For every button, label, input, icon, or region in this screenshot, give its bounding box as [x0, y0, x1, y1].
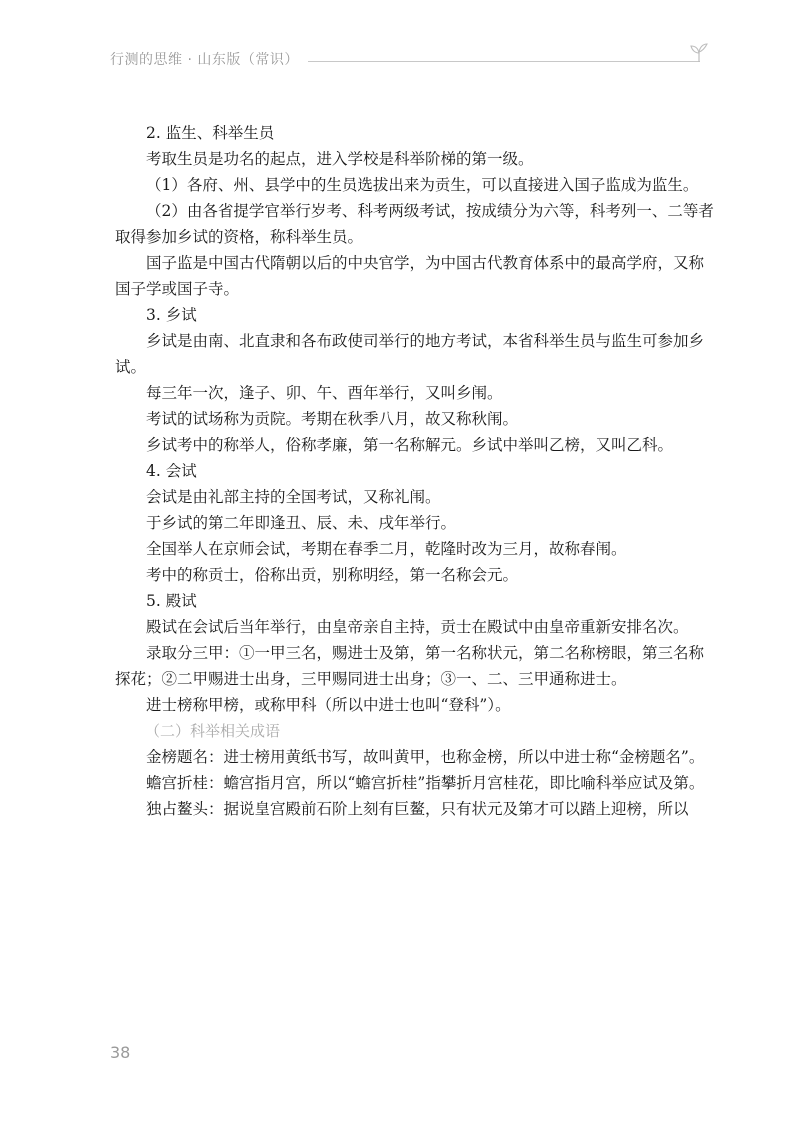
- section-heading: 3. 乡试: [146, 306, 197, 324]
- paragraph: 独占鳌头：据说皇宫殿前石阶上刻有巨鳌，只有状元及第才可以踏上迎榜，所以: [146, 800, 689, 818]
- section-heading: 4. 会试: [146, 462, 197, 480]
- paragraph: （1）各府、州、县学中的生员选拔出来为贡生，可以直接进入国子监成为监生。: [146, 176, 699, 194]
- page-body: [115, 120, 715, 822]
- paragraph: 乡试考中的称举人，俗称孝廉，第一名称解元。乡试中举叫乙榜，又叫乙科。: [146, 436, 674, 454]
- section-heading: 2. 监生、科举生员: [146, 124, 275, 142]
- paragraph: 考试的试场称为贡院。考期在秋季八月，故又称秋闱。: [146, 410, 519, 428]
- paragraph: 蟾宫折桂：蟾宫指月宫，所以“蟾宫折桂”指攀折月宫桂花，即比喻科举应试及第。: [146, 774, 705, 792]
- paragraph: 录取分三甲：①一甲三名，赐进士及第，第一名称状元，第二名称榜眼，第三名称探花；②二甲赐进士出身，三甲赐同进士出身；③一、二、三甲通称进士。: [115, 644, 705, 688]
- section-heading: 5. 殿试: [146, 592, 197, 610]
- paragraph: 进士榜称甲榜，或称甲科（所以中进士也叫“登科”）。: [146, 696, 511, 714]
- paragraph: 于乡试的第二年即逢丑、辰、未、戌年举行。: [146, 514, 457, 532]
- paragraph: 金榜题名：进士榜用黄纸书写，故叫黄甲，也称金榜，所以中进士称“金榜题名”。: [146, 748, 705, 766]
- paragraph: 国子监是中国古代隋朝以后的中央官学，为中国古代教育体系中的最高学府，又称国子学或国子寺。: [115, 254, 705, 298]
- page-number: 38: [110, 1043, 131, 1062]
- running-header: [110, 48, 710, 72]
- paragraph: 殿试在会试后当年举行，由皇帝亲自主持，贡士在殿试中由皇帝重新安排名次。: [146, 618, 689, 636]
- sprout-icon: [688, 42, 710, 64]
- paragraph: （2）由各省提学官举行岁考、科考两级考试，按成绩分为六等，科考列一、二等者取得参加乡试的资格，称科举生员。: [115, 202, 714, 246]
- paragraph: 考取生员是功名的起点，进入学校是科举阶梯的第一级。: [146, 150, 534, 168]
- header-rule: [308, 61, 700, 62]
- paragraph: 乡试是由南、北直隶和各布政使司举行的地方考试，本省科举生员与监生可参加乡试。: [115, 332, 705, 376]
- header-title: 行测的思维 · 山东版（常识）: [110, 52, 299, 68]
- paragraph: 每三年一次，逢子、卯、午、酉年举行，又叫乡闱。: [146, 384, 503, 402]
- paragraph: 全国举人在京师会试，考期在春季二月，乾隆时改为三月，故称春闱。: [146, 540, 627, 558]
- subsection-heading: （二）科举相关成语: [145, 722, 281, 740]
- paragraph: 会试是由礼部主持的全国考试，又称礼闱。: [146, 488, 441, 506]
- paragraph: 考中的称贡士，俗称出贡，别称明经，第一名称会元。: [146, 566, 519, 584]
